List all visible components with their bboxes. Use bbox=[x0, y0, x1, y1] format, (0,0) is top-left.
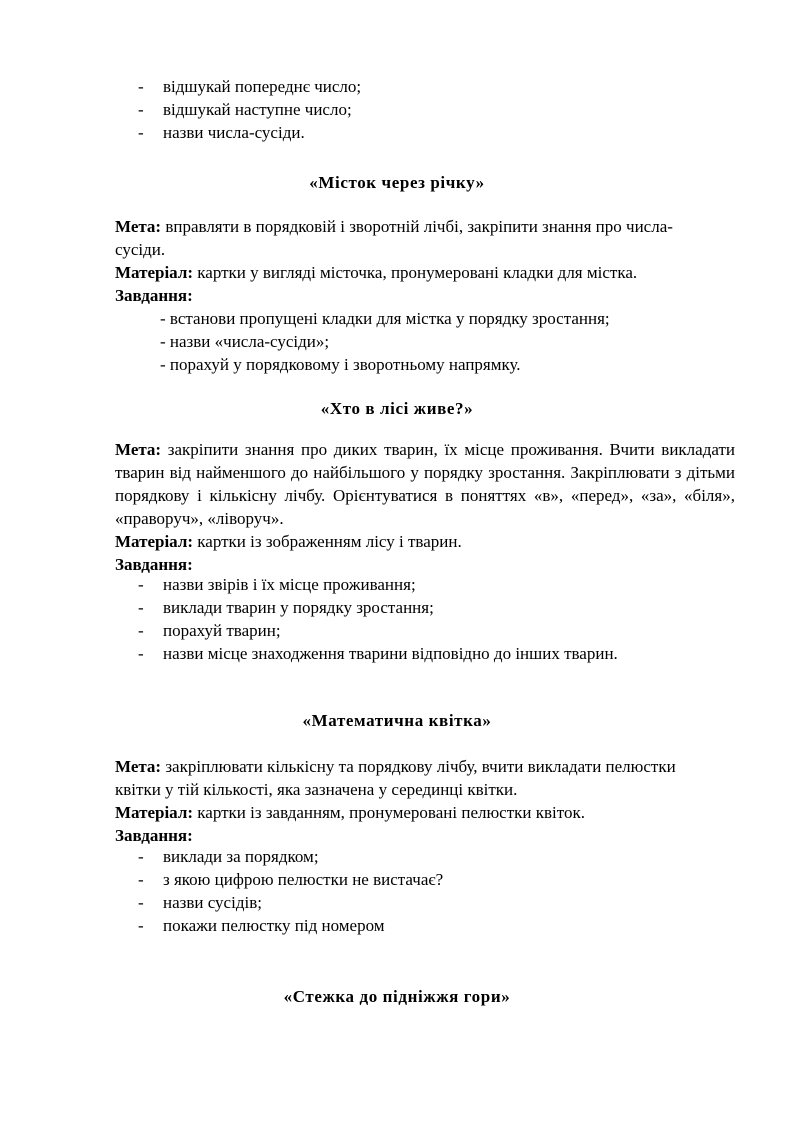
tasks-label: Завдання: bbox=[115, 555, 193, 574]
material-line bbox=[115, 530, 735, 553]
game-title-forest: «Хто в лісі живе?» bbox=[320, 399, 474, 418]
goal-text: закріплювати кількісну та порядкову лічбу, вчити викладати пелюстки bbox=[165, 757, 676, 776]
goal-label: Мета: bbox=[115, 440, 162, 459]
goal-label: Мета: bbox=[115, 757, 162, 776]
tasks-label: Завдання: bbox=[115, 286, 193, 305]
list-item: - відшукай наступне число; bbox=[138, 100, 352, 119]
game-bridge-body bbox=[115, 215, 735, 307]
list-item: - назви числа-сусіди. bbox=[138, 123, 305, 142]
tasks-label: Завдання: bbox=[115, 826, 193, 845]
list-item: - порахуй у порядковому і зворотньому напрямку. bbox=[160, 355, 521, 374]
material-label: Матеріал: bbox=[115, 263, 194, 282]
goal-line: квітки у тій кількості, яка зазначена у серединці квітки. bbox=[115, 780, 518, 799]
game-title-bridge: «Місток через річку» bbox=[309, 173, 485, 192]
material-text: картки у вигляді місточка, пронумеровані кладки для містка. bbox=[197, 263, 638, 282]
game-title-path: «Стежка до підніжжя гори» bbox=[283, 987, 511, 1006]
game-forest-body bbox=[115, 438, 735, 576]
material-text: картки із зображенням лісу і тварин. bbox=[197, 532, 462, 551]
list-item: - встанови пропущені кладки для містка у порядку зростання; bbox=[160, 309, 610, 328]
material-label: Матеріал: bbox=[115, 532, 194, 551]
goal-text: вправляти в порядковій і зворотній лічбі, закріпити знання про числа- bbox=[165, 217, 673, 236]
intro-task-list bbox=[138, 75, 718, 144]
list-item: - виклади тварин у порядку зростання; bbox=[138, 598, 434, 617]
bridge-task-list bbox=[160, 307, 720, 376]
list-item: - з якою цифрою пелюстки не вистачає? bbox=[138, 870, 444, 889]
game-title-flower: «Математична квітка» bbox=[302, 711, 492, 730]
goal-paragraph bbox=[115, 438, 735, 530]
list-item: - назви сусідів; bbox=[138, 893, 262, 912]
material-line bbox=[115, 261, 735, 284]
list-item: - порахуй тварин; bbox=[138, 621, 281, 640]
game-flower-body bbox=[115, 755, 735, 847]
material-text: картки із завданням, пронумеровані пелюстки квіток. bbox=[197, 803, 585, 822]
forest-task-list bbox=[138, 573, 718, 665]
goal-label: Мета: bbox=[115, 217, 162, 236]
list-item: - назви «числа-сусіди»; bbox=[160, 332, 330, 351]
list-item: - покажи пелюстку під номером bbox=[138, 916, 385, 935]
goal-text: закріпити знання про диких тварин, їх місце проживання. Вчити викладати тварин від найменшого до найбільшого у порядку зростання. Закріплювати з дітьми порядкову і кількісну лічбу. Орієнтуватися в поняттях «в», «перед», «за», «біля», «праворуч», «ліворуч». bbox=[115, 440, 735, 528]
material-line bbox=[115, 801, 735, 824]
goal-line bbox=[115, 755, 735, 778]
goal-line bbox=[115, 215, 735, 238]
list-item: - назви місце знаходження тварини відповідно до інших тварин. bbox=[138, 644, 618, 663]
list-item: - назви звірів і їх місце проживання; bbox=[138, 575, 416, 594]
material-label: Матеріал: bbox=[115, 803, 194, 822]
goal-line: сусіди. bbox=[115, 240, 166, 259]
list-item: - виклади за порядком; bbox=[138, 847, 319, 866]
list-item: - відшукай попереднє число; bbox=[138, 77, 362, 96]
flower-task-list bbox=[138, 845, 718, 937]
